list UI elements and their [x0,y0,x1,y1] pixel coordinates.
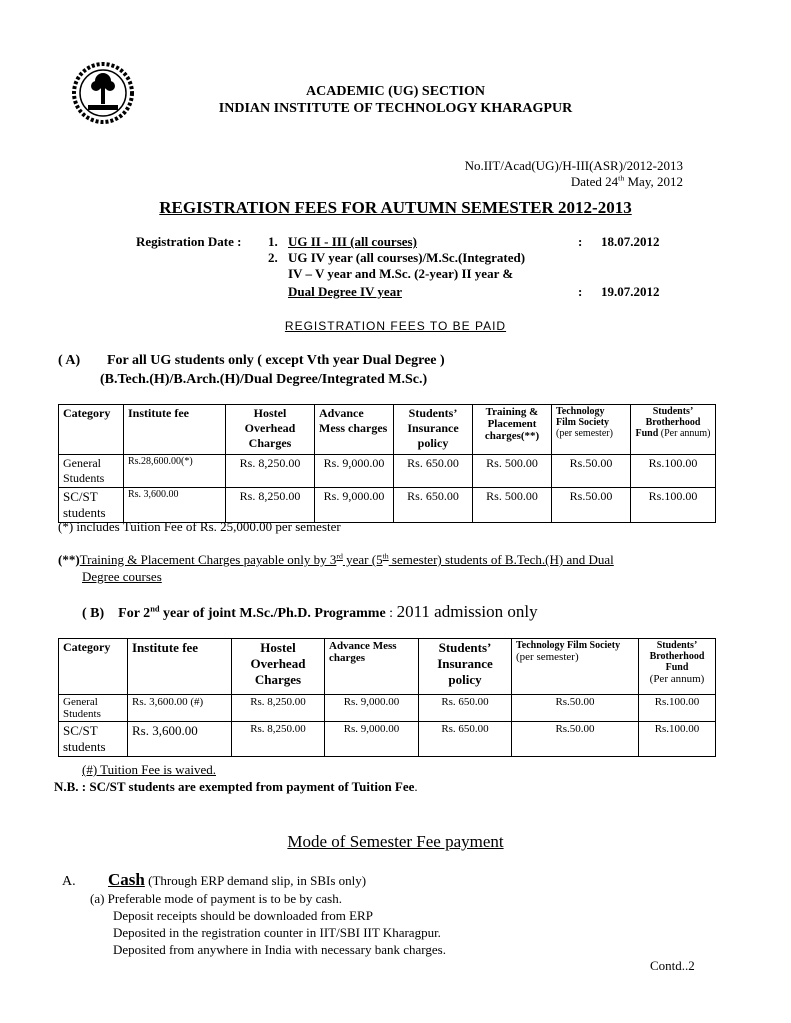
note-waived: (#) Tuition Fee is waived. [82,762,216,777]
th-brotherhood: Students’ Brotherhood Fund (Per annum) [639,639,716,695]
cell-hostel: Rs. 8,250.00 [232,695,325,722]
mode-line-2: Deposit receipts should be downloaded from ERP [113,908,373,923]
cell-training: Rs. 500.00 [473,455,552,488]
th-mess: Advance Mess charges [325,639,419,695]
cell-category: General Students [59,695,128,722]
reference-number: No.IIT/Acad(UG)/H-III(ASR)/2012-2013 [464,158,683,173]
section-a-line2: (B.Tech.(H)/B.Arch.(H)/Dual Degree/Integrated M.Sc.) [100,372,428,387]
mode-line-1: (a) Preferable mode of payment is to be by cash. [90,891,342,906]
th-hostel: Hostel Overhead Charges [232,639,325,695]
table-row [59,488,716,523]
cell-fund: Rs.100.00 [639,722,716,757]
reg-item1: UG II - III (all courses) : 18.07.2012 [288,234,660,249]
page-title: REGISTRATION FEES FOR AUTUMN SEMESTER 2012-2013 [159,198,632,217]
reg-item2-line1: UG IV year (all courses)/M.Sc.(Integrated) [288,250,526,265]
section-b-heading: ( B) For 2nd year of joint M.Sc./Ph.D. Programme : 2011 admission only [82,602,538,621]
cell-insurance: Rs. 650.00 [419,695,512,722]
cell-insurance: Rs. 650.00 [394,488,473,523]
cell-institute-fee: Rs. 3,600.00 (#) [128,695,232,722]
th-brotherhood: Students’ Brotherhood Fund (Per annum) [631,405,716,455]
cell-insurance: Rs. 650.00 [394,455,473,488]
th-institute-fee: Institute fee [128,639,232,695]
cell-institute-fee: Rs. 3,600.00 [128,722,232,757]
cell-training: Rs. 500.00 [473,488,552,523]
cell-hostel: Rs. 8,250.00 [226,455,315,488]
cell-film: Rs.50.00 [512,695,639,722]
cell-institute-fee: Rs.28,600.00(*) [124,455,226,488]
cell-category: SC/ST students [59,488,124,523]
cell-fund: Rs.100.00 [631,455,716,488]
section-name: ACADEMIC (UG) SECTION [306,84,485,99]
th-category: Category [59,405,124,455]
cell-mess: Rs. 9,000.00 [325,722,419,757]
table-row [59,722,716,757]
th-hostel: Hostel Overhead Charges [226,405,315,455]
reg-item2-num: 2. [268,250,278,265]
reg-item2-line3: Dual Degree IV year : 19.07.2012 [288,284,660,299]
cell-mess: Rs. 9,000.00 [325,695,419,722]
cell-fund: Rs.100.00 [631,488,716,523]
mode-heading: Mode of Semester Fee payment [287,832,504,851]
cell-hostel: Rs. 8,250.00 [232,722,325,757]
fees-heading: REGISTRATION FEES TO BE PAID [284,319,507,333]
note-training: (**)Training & Placement Charges payable only by 3rd year (5th semester) students of B.Tech.(H) and Dual [58,551,614,567]
reg-item1-num: 1. [268,234,278,249]
table-row [59,695,716,722]
registration-label: Registration Date : [136,234,242,249]
continued-label: Contd..2 [650,958,695,973]
cell-mess: Rs. 9,000.00 [315,488,394,523]
th-film-society: Technology Film Society (per semester) [552,405,631,455]
cell-hostel: Rs. 8,250.00 [226,488,315,523]
cell-mess: Rs. 9,000.00 [315,455,394,488]
cell-film: Rs.50.00 [552,455,631,488]
section-a-line1: For all UG students only ( except Vth year Dual Degree ) [107,353,445,368]
fees-table-a [58,404,716,523]
cell-category: SC/ST students [59,722,128,757]
note-scst: N.B. : SC/ST students are exempted from payment of Tuition Fee. [54,779,418,794]
fees-table-b [58,638,716,757]
th-mess: Advance Mess charges [315,405,394,455]
cell-institute-fee: Rs. 3,600.00 [124,488,226,523]
th-category: Category [59,639,128,695]
th-insurance: Students’ Insurance policy [394,405,473,455]
mode-a-label: A. [62,874,76,889]
section-a-label: ( A) [58,353,81,368]
cell-film: Rs.50.00 [552,488,631,523]
table-header-row [59,405,716,455]
cell-fund: Rs.100.00 [639,695,716,722]
document-date: Dated 24th May, 2012 [570,173,683,189]
note-training-line2: Degree courses [82,569,162,584]
table-row [59,455,716,488]
mode-line-4: Deposited from anywhere in India with necessary bank charges. [113,942,446,957]
th-training: Training & Placement charges(**) [473,405,552,455]
th-insurance: Students’ Insurance policy [419,639,512,695]
cell-insurance: Rs. 650.00 [419,722,512,757]
table-header-row [59,639,716,695]
reg-item2-line2: IV – V year and M.Sc. (2-year) II year & [288,266,514,281]
th-institute-fee: Institute fee [124,405,226,455]
th-film-society: Technology Film Society (per semester) [512,639,639,695]
cell-category: General Students [59,455,124,488]
institute-name: INDIAN INSTITUTE OF TECHNOLOGY KHARAGPUR [218,101,573,116]
cell-film: Rs.50.00 [512,722,639,757]
mode-line-3: Deposited in the registration counter in IIT/SBI IIT Kharagpur. [113,925,441,940]
mode-a-cash: Cash (Through ERP demand slip, in SBIs only) [108,870,367,889]
note-tuition: (*) includes Tuition Fee of Rs. 25,000.00 per semester [58,519,341,534]
